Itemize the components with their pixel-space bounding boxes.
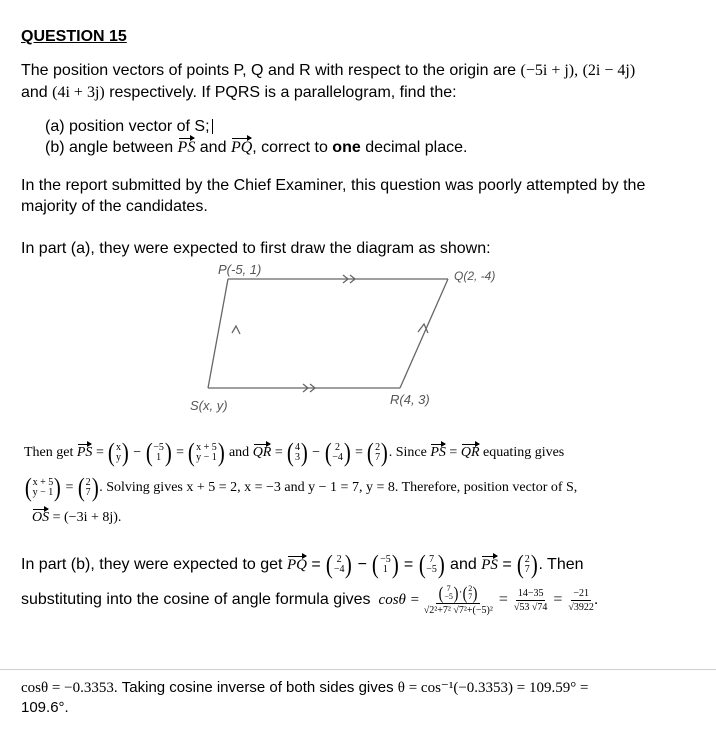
cos-inverse-text: Taking cosine inverse of both sides gives: [121, 679, 394, 696]
column-vector-qr-result-2: ( 2 7 ): [77, 473, 99, 502]
report-line-1: In the report submitted by the Chief Examiner, this question was poorly attempted by the: [21, 177, 646, 194]
text-cursor: [212, 119, 213, 134]
column-vector-q: ( 2 −4 ): [324, 438, 351, 467]
conclusion-line-2: 109.6°.: [21, 699, 69, 716]
fraction-3-numerator: −21: [573, 587, 589, 599]
os-value: = (−3i + 8j).: [52, 510, 122, 525]
part-b-and: and: [199, 139, 227, 156]
equating-text: equating gives: [483, 445, 565, 461]
column-vector-pq-b: ( 7 −5 ): [418, 550, 445, 579]
fraction-1-numerator: ( 7 −5 ) · ( 2 7 ): [436, 584, 480, 604]
then-text: . Then: [538, 556, 584, 574]
part-b-intro: In part (b), they were expected to get: [21, 556, 283, 574]
column-vector-p-b: ( −5 1 ): [372, 550, 399, 579]
then-get: Then get: [24, 445, 74, 461]
column-vector-ps-result: ( x + 5 y − 1 ): [188, 438, 225, 467]
column-vector-r: ( 4 3 ): [287, 438, 308, 467]
part-b-post-2: decimal place.: [360, 139, 468, 156]
column-vector-qr-result: ( 2 7 ): [367, 438, 388, 467]
column-vector-q-b: ( 2 −4 ): [326, 550, 353, 579]
since-text: Since: [395, 445, 427, 461]
fraction-2-denominator: √53 √74: [513, 601, 548, 613]
side-sp: [208, 279, 228, 388]
cosine-fraction-1: [424, 584, 493, 616]
question-line-1-text: The position vectors of points P, Q and R with respect to the origin are: [21, 62, 517, 79]
column-vector-p: ( −5 1 ): [145, 438, 172, 467]
cosine-fraction-3: [568, 588, 594, 613]
fraction-2-numerator: 14−35: [517, 587, 544, 599]
page-divider: [0, 669, 716, 670]
vector-ps-2: PS: [430, 445, 446, 461]
question-line-2-and: and: [21, 84, 48, 101]
label-q: Q(2, -4): [454, 269, 496, 283]
conclusion-line-1: [21, 678, 588, 697]
solving-text: Solving gives x + 5 = 2, x = −3 and y − 1 = 7, y = 8. Therefore, position vector of S,: [106, 480, 578, 496]
column-vector-ps-b: ( 2 7 ): [516, 550, 538, 579]
label-p: P(-5, 1): [218, 262, 262, 277]
part-b-prompt: [45, 139, 467, 157]
side-qr: [400, 279, 448, 388]
part-a-text: (a) position vector of S;: [45, 118, 210, 135]
part-b-and-2: and: [450, 556, 477, 574]
vector-pq-b: PQ: [286, 557, 307, 574]
column-vector-xy: ( x y ): [108, 438, 129, 467]
vector-ps: PS: [177, 139, 196, 156]
equals: =: [95, 445, 104, 461]
label-s: S(x, y): [190, 398, 228, 413]
substituting-text: substituting into the cosine of angle formula gives: [21, 591, 371, 608]
position-vector-r: (4i + 3j): [52, 84, 105, 101]
fraction-1-denominator: √2²+7² √7²+(−5)²: [423, 605, 493, 616]
position-vector-q: (2i − 4j): [582, 62, 636, 79]
theta-result: θ = cos⁻¹(−0.3353) = 109.59° =: [397, 680, 589, 696]
fraction-3-denominator: √3922: [568, 601, 594, 613]
question-line-2: [21, 84, 457, 102]
part-a-solution-line-2: ( x + 5 y − 1 ) = ( 2 7 ) . Solving gives x + 5 = 2, x = −3 and y − 1 = 7, y = 8. Therefore, position vector of S,: [24, 473, 578, 502]
vector-pq: PQ: [230, 139, 253, 156]
vector-qr: QR: [252, 445, 272, 461]
part-b-post-1: , correct to: [252, 139, 333, 156]
vector-qr-2: QR: [460, 445, 480, 461]
and-text: and: [228, 445, 250, 461]
part-b-solution-line-2: substituting into the cosine of angle formula gives cosθ = ( 7 −5 ) · ( 2 7 ) √2²+7² √7²+(−5)² = $\frac{14-35}{√53 √74}$ = $\frac{-21}{√3922}$ .: [21, 583, 599, 616]
position-vector-p: (−5i + j),: [520, 62, 579, 79]
part-b-pre: (b) angle between: [45, 139, 174, 156]
vector-ps-b: PS: [481, 557, 498, 574]
part-a-prompt: [45, 118, 213, 136]
cos-label: cosθ =: [378, 591, 420, 608]
vector-os: OS: [32, 510, 50, 525]
cos-result: cosθ = −0.3353.: [21, 680, 118, 696]
question-line-2-text: respectively. If PQRS is a parallelogram, find the:: [109, 84, 457, 101]
question-line-1: [21, 62, 635, 80]
column-vector-ps-result-2: ( x + 5 y − 1 ): [24, 473, 62, 502]
arrow-sp: [232, 326, 240, 334]
part-b-bold: one: [332, 139, 361, 156]
arrow-rq: [418, 324, 428, 333]
question-heading: QUESTION 15: [21, 28, 127, 45]
vector-ps: PS: [76, 445, 93, 461]
part-b-solution-line-1: In part (b), they were expected to get PQ = ( 2 −4 ) − ( −5 1 ) = ( 7 −5 ) and PS = ( 2 7 ) . Then: [21, 550, 584, 579]
report-part-a-intro: In part (a), they were expected to first draw the diagram as shown:: [21, 240, 491, 257]
part-a-solution-line-1: Then get PS = ( x y ) − ( −5 1 ) = ( x + 5 y − 1 ) and QR = ( 4 3 ) − ( 2 −4 ) = ( 2 7 ) . Since PS = QR equating gives: [24, 438, 565, 467]
label-r: R(4, 3): [390, 392, 430, 407]
part-a-solution-line-3: [32, 510, 121, 526]
cosine-fraction-2: [514, 588, 547, 613]
parallelogram-diagram: [180, 258, 540, 418]
report-line-2: majority of the candidates.: [21, 198, 208, 215]
